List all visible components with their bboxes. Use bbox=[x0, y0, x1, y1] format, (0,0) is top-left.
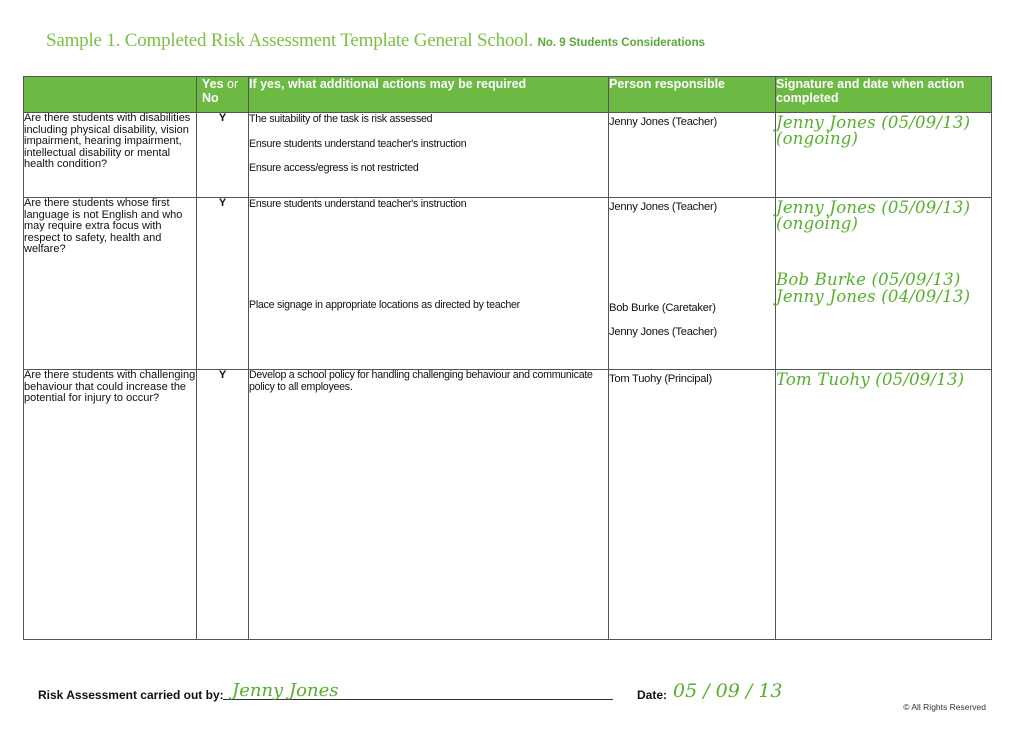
actions-cell: Develop a school policy for handling challenging behaviour and communicate policy to all employees. bbox=[249, 370, 609, 640]
action-item: Place signage in appropriate locations as directed by teacher bbox=[249, 298, 520, 311]
person-cell: Tom Tuohy (Principal) bbox=[609, 370, 776, 640]
handwritten-signature: Tom Tuohy (05/09/13) bbox=[776, 370, 965, 389]
carried-out-signature: Jenny Jones bbox=[232, 680, 339, 701]
table-row bbox=[24, 113, 992, 198]
carried-out-label: Risk Assessment carried out by: bbox=[38, 688, 224, 702]
person-name: Bob Burke (Caretaker) bbox=[609, 301, 716, 314]
question-cell: Are there students whose first language is not English and who may require extra focus with respect to safety, health and welfare? bbox=[24, 198, 197, 370]
person-name: Jenny Jones (Teacher) bbox=[609, 326, 717, 338]
action-item: Ensure students understand teacher's instruction bbox=[249, 137, 467, 150]
signature-cell bbox=[776, 370, 992, 640]
title-sub: No. 9 Students Considerations bbox=[537, 37, 705, 49]
handwritten-signature: Bob Burke (05/09/13) bbox=[776, 270, 961, 289]
question-cell: Are there students with disabilities including physical disability, vision impairment, hearing impairment, intellectual disability or mental health condition? bbox=[24, 113, 197, 198]
actions-cell bbox=[249, 113, 609, 198]
person-cell: Jenny Jones (Teacher) bbox=[609, 113, 776, 198]
signature-cell bbox=[776, 113, 992, 198]
header-question bbox=[24, 77, 197, 113]
header-person: Person responsible bbox=[609, 77, 776, 113]
answer-cell: Y bbox=[197, 370, 249, 640]
signature-cell bbox=[776, 198, 992, 370]
handwritten-signature: Jenny Jones (04/09/13) bbox=[776, 286, 971, 306]
question-cell: Are there students with challenging behaviour that could increase the potential for injury to occur? bbox=[24, 370, 197, 640]
person-name: Jenny Jones (Teacher) bbox=[609, 201, 717, 213]
date-label: Date: bbox=[637, 688, 668, 702]
table-row bbox=[24, 370, 992, 640]
header-actions: If yes, what additional actions may be required bbox=[249, 77, 609, 113]
handwritten-signature: (ongoing) bbox=[776, 213, 859, 233]
copyright-notice: © All Rights Reserved bbox=[903, 702, 986, 712]
action-item: Ensure access/egress is not restricted bbox=[249, 162, 419, 174]
header-yes-no: Yes or No bbox=[197, 77, 249, 113]
handwritten-signature: Jenny Jones (05/09/13) bbox=[776, 198, 971, 217]
action-item: Ensure students understand teacher's instruction bbox=[249, 198, 467, 210]
action-item: The suitability of the task is risk assessed bbox=[249, 113, 433, 125]
answer-cell: Y bbox=[197, 198, 249, 370]
risk-assessment-table bbox=[23, 76, 992, 640]
handwritten-signature: (ongoing) bbox=[776, 128, 859, 148]
header-row bbox=[24, 77, 992, 113]
handwritten-signature: Jenny Jones (05/09/13) bbox=[776, 113, 971, 132]
title-main: Sample 1. Completed Risk Assessment Template General School. bbox=[46, 30, 534, 51]
person-cell bbox=[609, 198, 776, 370]
page-title bbox=[46, 30, 705, 52]
header-signature: Signature and date when action completed bbox=[776, 77, 992, 113]
answer-cell: Y bbox=[197, 113, 249, 198]
date-value: 05 / 09 / 13 bbox=[673, 680, 783, 702]
actions-cell bbox=[249, 198, 609, 370]
table-row bbox=[24, 198, 992, 370]
